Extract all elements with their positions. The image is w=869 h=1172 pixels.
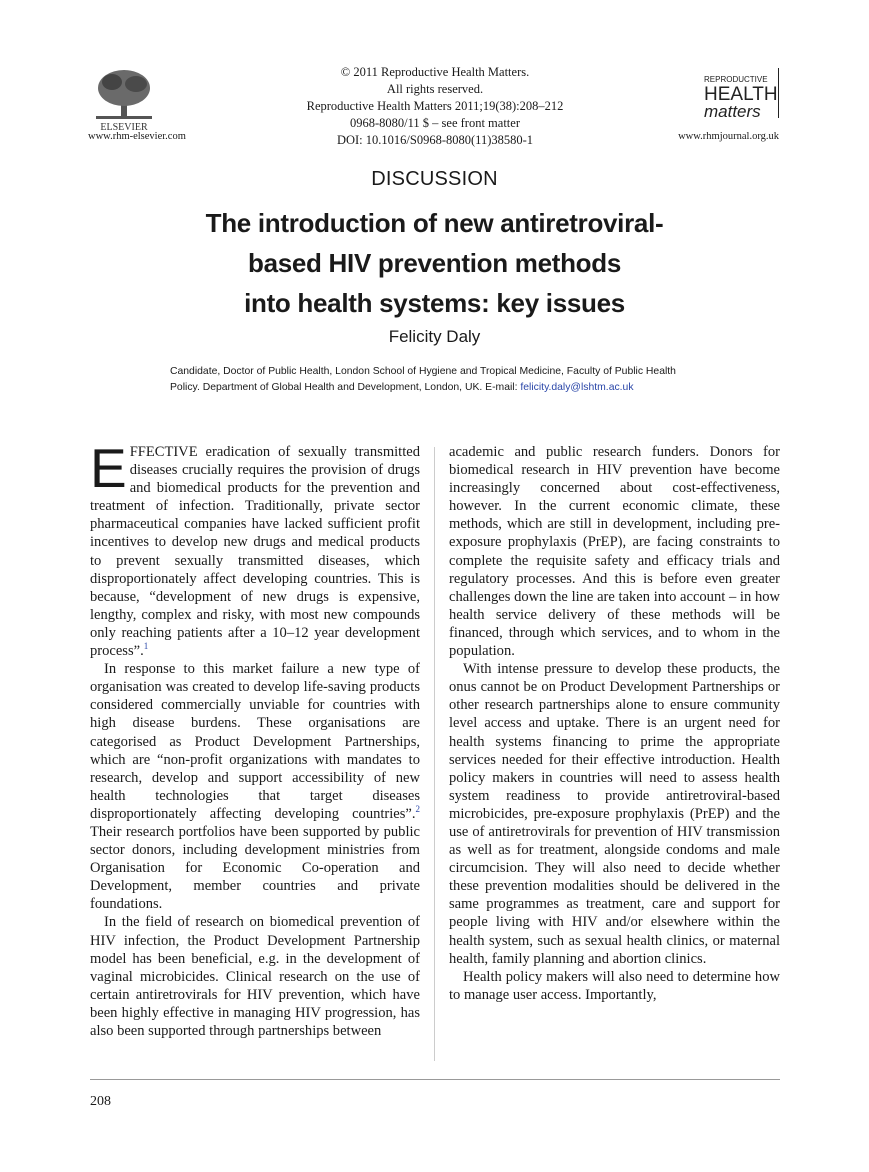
title-line-2: based HIV prevention methods (247, 248, 621, 278)
paragraph-2-text-b: Their research portfolios have been supported by public sector donors, including development ministries from Organisation for Economic Co-operation and Development, member countries and private foundations. (90, 823, 420, 913)
rhm-journal-logo (700, 66, 782, 126)
affiliation-line-2 (170, 380, 730, 396)
issn-line: 0968-8080/11 $ – see front matter (350, 116, 520, 130)
paragraph-5: Health policy makers will also need to determine how to manage user access. Importantly, (449, 968, 780, 1003)
rights-line: All rights reserved. (386, 82, 484, 96)
rhm-logo-line2: HEALTH (704, 84, 778, 105)
publisher-url[interactable]: www.rhm-elsevier.com (88, 131, 186, 142)
paragraph-1 (90, 437, 420, 660)
paragraph-4: With intense pressure to develop these products, the onus cannot be on Product Development Partnerships or other research partnerships alone to ensure community level access and uptake. There is an urgent need for health systems financing to prime the appropriate services needed for their effective introduction. Health policy makers in countries will need to assess health system readiness to provide antiretroviral-based microbicides, pre-exposure prophylaxis (PrEP) and the use of antiretrovirals for prevention of HIV transmission as well as for treatment, alongside condoms and male circumcision. They will also need to decide whether these prevention modalities should be delivered in the same programmes as treatment, care and support for people living with HIV and/or elsewhere within the health system, such as sexual health clinics, or maternal health, family planning and abortion clinics. (449, 661, 780, 967)
rhm-logo-line1: REPRODUCTIVE (704, 75, 768, 84)
paragraph-1-text: FFECTIVE eradication of sexually transmitted diseases crucially requires the provision of drugs and biomedical products for the prevention and treatment of infection. Traditionally, private sector pharmaceutical companies have lacked sufficient profit incentives to develop new drugs and medical products to prevent sexually transmitted diseases, which disproportionately affect developing countries. This is because, “development of new drugs is expensive, lengthy, complex and risky, with most new compounds only reaching patients after a 10–12 year development process”. (90, 444, 420, 660)
section-label: DISCUSSION (371, 168, 498, 190)
footer-rule (90, 1079, 780, 1080)
reference-1-link[interactable]: 1 (143, 641, 149, 652)
affiliation-text: Policy. Department of Global Health and Development, London, UK. E-mail: (170, 382, 521, 393)
affiliation-line-1: Candidate, Doctor of Public Health, London School of Hygiene and Tropical Medicine, Faculty of Public Health (170, 366, 676, 377)
drop-cap: E (90, 437, 127, 499)
journal-citation (262, 64, 608, 149)
page-number: 208 (90, 1094, 111, 1109)
reference-2-link[interactable]: 2 (415, 804, 420, 815)
elsevier-logo-wordmark: ELSEVIER (100, 122, 148, 132)
journal-url[interactable]: www.rhmjournal.org.uk (678, 131, 779, 142)
paragraph-3: In the field of research on biomedical prevention of HIV infection, the Product Development Partnership model has been beneficial, e.g. in the development of vaginal microbicides. Clinical research on the use of certain antiretrovirals for HIV prevention, which have been highly effective in managing HIV progression, has also been supported through partnerships between (90, 914, 420, 1039)
citation-line: Reproductive Health Matters 2011;19(38):208–212 (306, 99, 564, 113)
title-line-1: The introduction of new antiretroviral- (205, 208, 664, 238)
email-link[interactable]: felicity.daly@lshtm.ac.uk (520, 382, 634, 393)
doi-line: DOI: 10.1016/S0968-8080(11)38580-1 (336, 133, 534, 147)
author-affiliation (170, 364, 730, 396)
paragraph-3-continued: academic and public research funders. Donors for biomedical research in HIV prevention have become increasingly concerned about cost-effectiveness, however. In the current economic climate, these methods, which are still in development, including pre-exposure prophylaxis (PrEP), are facing constraints to complete the requisite safety and efficacy trials and regulatory processes. And this is before even greater challenges down the line are taken into account – in how health service delivery of these methods will be financed, through which services, and to whom in the population. (449, 444, 780, 660)
column-divider (434, 447, 435, 1061)
copyright-line: © 2011 Reproductive Health Matters. (340, 65, 530, 79)
rhm-logo-line3: matters (704, 102, 761, 121)
title-line-3: into health systems: key issues (244, 288, 625, 318)
body-column-left (90, 437, 420, 1040)
body-column-right (449, 443, 780, 1004)
elsevier-logo (88, 66, 160, 132)
paragraph-2 (90, 660, 420, 913)
author-name: Felicity Daly (388, 327, 481, 346)
paragraph-2-text-a: In response to this market failure a new type of organisation was created to develop life-saving products considered commercially unviable for countries with high disease burdens. These organisations are categorised as Product Development Partnerships, which are “non-profit organizations with mandates to research, develop and support accessibility of new health technologies that target diseases disproportionately affecting developing countries”. (90, 661, 420, 822)
article-title (150, 203, 719, 323)
